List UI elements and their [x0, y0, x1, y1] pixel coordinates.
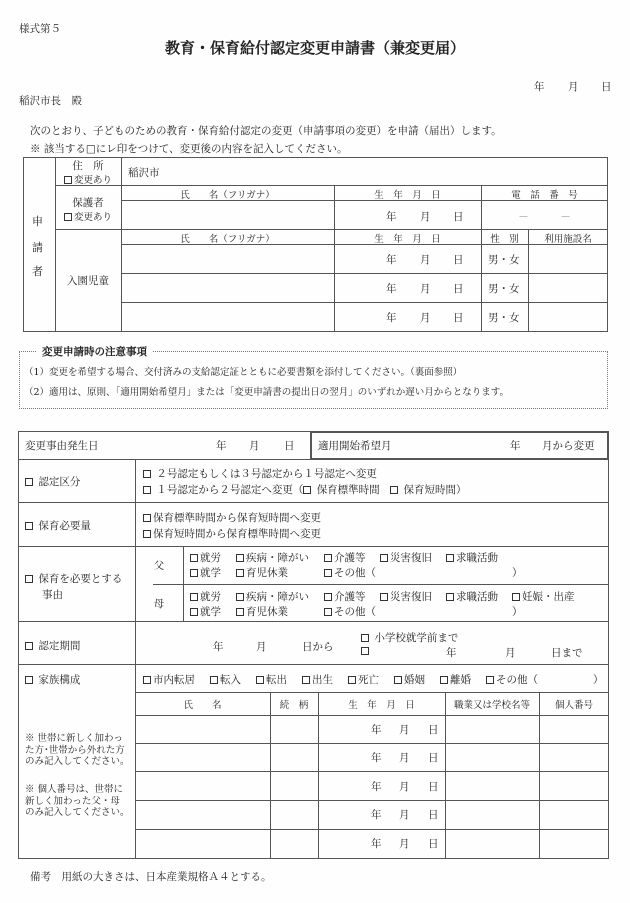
period-until-year[interactable]: 年	[446, 647, 457, 659]
reason-option[interactable]: 就労	[190, 589, 221, 604]
checkbox-icon	[190, 608, 198, 616]
close-paren: ）	[512, 606, 523, 618]
checkbox-icon	[380, 554, 388, 562]
family-option-other[interactable]: その他（	[486, 672, 538, 687]
checkbox-icon	[440, 676, 448, 684]
checkbox-icon	[348, 676, 356, 684]
child-dob-year[interactable]: 年	[386, 283, 397, 295]
family-header-occupation: 職業又は学校名等	[453, 700, 530, 711]
need-option-2[interactable]: 保育短時間から保育標準時間へ変更	[143, 526, 321, 541]
close-paren: ）	[512, 567, 523, 579]
notes-title: 変更申請時の注意事項	[36, 344, 153, 359]
reason-option[interactable]: 就学	[190, 604, 221, 619]
checkbox-icon	[64, 213, 72, 221]
family-option[interactable]: 離婚	[440, 672, 471, 687]
reason-checkbox[interactable]: 保育を必要とする	[25, 571, 122, 586]
checkbox-icon	[25, 676, 33, 684]
family-dob-year[interactable]: 年	[371, 838, 382, 850]
family-header-relation: 続 柄	[279, 700, 309, 711]
change-date-year[interactable]: 年	[216, 440, 227, 452]
checkbox-icon	[394, 676, 402, 684]
note-line: のみ記入してください。	[25, 807, 130, 818]
checkbox-icon	[143, 486, 151, 494]
period-checkbox[interactable]: 認定期間	[25, 638, 80, 653]
form-number: 様式第５	[19, 23, 61, 35]
checkbox-icon	[236, 608, 244, 616]
reason-option[interactable]: 求職活動	[446, 550, 498, 565]
family-note-2	[25, 784, 135, 819]
guardian-dob-year[interactable]: 年	[386, 211, 397, 223]
checkbox-icon	[25, 642, 33, 650]
checkbox-icon	[190, 554, 198, 562]
checkbox-icon	[143, 530, 151, 538]
family-dob-day: 日	[428, 838, 439, 850]
change-date-day: 日	[284, 440, 295, 452]
address-change-checkbox[interactable]: 変更あり	[64, 172, 112, 186]
phone-header: 電 話 番 号	[511, 190, 578, 201]
child-dob-month: 月	[420, 254, 431, 266]
apply-month-label: 適用開始希望月	[318, 440, 392, 452]
family-dob-day: 日	[428, 809, 439, 821]
date-day: 日	[601, 81, 612, 93]
family-dob-month: 月	[399, 838, 410, 850]
period-from-suffix: 日から	[302, 641, 334, 653]
applicant-label-1: 申	[32, 215, 43, 228]
reason-option[interactable]: 育児休業	[236, 604, 288, 619]
address-label: 住 所	[72, 160, 104, 172]
guardian-dob-day: 日	[453, 211, 464, 223]
family-dob-day: 日	[428, 781, 439, 793]
apply-suffix: 月から変更	[542, 440, 595, 452]
child-dob-day: 日	[453, 254, 464, 266]
checkbox-icon	[324, 593, 332, 601]
applicant-label-3: 者	[32, 265, 43, 278]
checkbox-icon	[446, 554, 454, 562]
notes-box	[19, 351, 608, 409]
checkbox-icon	[380, 593, 388, 601]
family-option[interactable]: 市内転居	[143, 672, 195, 687]
checkbox-icon	[324, 608, 332, 616]
mother-label: 母	[153, 598, 165, 610]
guardian-label: 保護者	[72, 197, 104, 209]
checkbox-icon	[25, 575, 33, 583]
child-dob-header: 生 年 月 日	[374, 234, 441, 245]
family-dob-month: 月	[399, 752, 410, 764]
gender-header: 性 別	[490, 234, 519, 245]
period-from-year[interactable]: 年	[213, 641, 224, 653]
period-until-suffix: 日まで	[551, 647, 583, 659]
gender-select[interactable]: 男・女	[488, 283, 520, 295]
instruction-text: ※ 該当する□にレ印をつけて、変更後の内容を記入してください。	[30, 143, 348, 155]
checkbox-icon	[143, 470, 151, 478]
checkbox-icon	[190, 569, 198, 577]
checkbox-icon	[302, 676, 310, 684]
intro-text: 次のとおり、子どものための教育・保育給付認定の変更（申請事項の変更）を申請（届出）します。	[30, 125, 502, 137]
gender-select[interactable]: 男・女	[488, 254, 520, 266]
checkbox-icon	[324, 554, 332, 562]
reason-option[interactable]: 介護等	[324, 550, 366, 565]
family-option[interactable]: 死亡	[348, 672, 379, 687]
checkbox-icon	[210, 676, 218, 684]
checkbox-icon	[143, 676, 151, 684]
reason-option[interactable]: 求職活動	[446, 589, 498, 604]
child-label: 入園児童	[67, 275, 109, 287]
period-option-school[interactable]: 小学校就学前まで	[361, 630, 458, 645]
family-header-id: 個人番号	[554, 700, 593, 711]
checkbox-icon	[361, 647, 369, 655]
checkbox-icon	[361, 634, 369, 642]
reason-option[interactable]: 災害復旧	[380, 589, 432, 604]
family-dob-month: 月	[399, 781, 410, 793]
note-line: ※ 世帯に新しく加わっ	[25, 733, 123, 744]
reason-option[interactable]: 介護等	[324, 589, 366, 604]
footer-note: 備考 用紙の大きさは、日本産業規格Ａ４とする。	[30, 871, 272, 883]
reason-option[interactable]: 妊娠・出産	[512, 589, 575, 604]
address-value: 稲沢市	[128, 167, 160, 179]
close-paren: ）	[593, 674, 604, 686]
family-checkbox[interactable]: 家族構成	[25, 672, 80, 687]
note-line: 新しく加わった父・母	[25, 795, 120, 807]
family-option[interactable]: 転出	[256, 672, 287, 687]
family-note-1	[25, 733, 135, 768]
need-checkbox[interactable]: 保育必要量	[25, 518, 91, 533]
father-label: 父	[153, 560, 165, 572]
date-month: 月	[568, 81, 579, 93]
checkbox-icon[interactable]	[390, 486, 398, 494]
note-item-2: （2）適用は、原則、「適用開始希望月」または「変更申請書の提出日の翌月」のいずれか遅い月からとなります。	[24, 387, 510, 398]
child-dob-year[interactable]: 年	[386, 254, 397, 266]
reason-label-2: 事由	[42, 589, 63, 601]
family-option[interactable]: 転入	[210, 672, 241, 687]
reason-option[interactable]: 就学	[190, 565, 221, 580]
checkbox-icon	[324, 569, 332, 577]
page-title: 教育・保育給付認定変更申請書（兼変更届）	[164, 39, 465, 57]
gender-select[interactable]: 男・女	[488, 312, 520, 324]
family-dob-year[interactable]: 年	[371, 809, 382, 821]
period-from-month: 月	[256, 641, 267, 653]
checkbox-icon	[236, 593, 244, 601]
change-date-label: 変更事由発生日	[25, 440, 99, 452]
change-date-month: 月	[249, 440, 260, 452]
checkbox-icon	[512, 593, 520, 601]
checkbox-icon	[256, 676, 264, 684]
child-dob-day: 日	[453, 283, 464, 295]
reason-option[interactable]: 災害復旧	[380, 550, 432, 565]
reason-option[interactable]: 就労	[190, 550, 221, 565]
date-year: 年	[534, 81, 545, 93]
cert-option-1[interactable]: ２号認定もしくは３号認定から１号認定へ変更	[143, 466, 377, 481]
facility-header: 利用施設名	[544, 234, 592, 245]
checkbox-icon[interactable]	[303, 486, 311, 494]
cert-checkbox[interactable]: 認定区分	[25, 474, 80, 489]
addressee: 稲沢市長 殿	[19, 95, 82, 107]
reason-option[interactable]: 育児休業	[236, 565, 288, 580]
applicant-label-2: 請	[32, 241, 43, 254]
child-dob-month: 月	[420, 283, 431, 295]
guardian-name-header: 氏 名（フリガナ）	[180, 190, 275, 201]
family-header-dob: 生 年 月 日	[348, 700, 415, 711]
reason-option[interactable]: 疾病・障がい	[236, 589, 309, 604]
family-dob-year[interactable]: 年	[371, 752, 382, 764]
guardian-name-input[interactable]	[121, 201, 334, 229]
child-dob-year[interactable]: 年	[386, 312, 397, 324]
checkbox-icon	[486, 676, 494, 684]
phone-input[interactable]: － －	[518, 211, 571, 223]
checkbox-icon	[190, 593, 198, 601]
reason-option-other[interactable]: その他（	[324, 604, 376, 619]
family-dob-year[interactable]: 年	[371, 724, 382, 736]
cert-option-2[interactable]: １号認定から２号認定へ変更（ 保育標準時間 保育短時間）	[143, 482, 467, 497]
family-option[interactable]: 婚姻	[394, 672, 425, 687]
child-dob-month: 月	[420, 312, 431, 324]
family-dob-day: 日	[428, 724, 439, 736]
child-dob-day: 日	[453, 312, 464, 324]
note-item-1: （1）変更を希望する場合、交付済みの支給認定証とともに必要書類を添付してください。（裏面参照）	[24, 367, 463, 378]
checkbox-icon	[25, 478, 33, 486]
guardian-change-checkbox[interactable]: 変更あり	[64, 209, 112, 223]
family-dob-month: 月	[399, 809, 410, 821]
child-name-header: 氏 名（フリガナ）	[180, 234, 275, 245]
guardian-dob-header: 生 年 月 日	[374, 190, 441, 201]
checkbox-icon	[446, 593, 454, 601]
period-until-month: 月	[505, 647, 516, 659]
period-option-date[interactable]	[361, 645, 371, 657]
apply-year[interactable]: 年	[510, 440, 521, 452]
need-option-1[interactable]: 保育標準時間から保育短時間へ変更	[143, 510, 321, 525]
family-dob-day: 日	[428, 752, 439, 764]
note-line: ※ 個人番号は、世帯に	[25, 784, 124, 795]
family-option[interactable]: 出生	[302, 672, 333, 687]
checkbox-icon	[64, 176, 72, 184]
checkbox-icon	[143, 514, 151, 522]
guardian-dob-month: 月	[420, 211, 431, 223]
reason-option[interactable]: 疾病・障がい	[236, 550, 309, 565]
reason-option-other[interactable]: その他（	[324, 565, 376, 580]
checkbox-icon	[236, 554, 244, 562]
family-dob-year[interactable]: 年	[371, 781, 382, 793]
note-line: のみ記入してください。	[25, 756, 130, 767]
family-header-name: 氏 名	[183, 700, 222, 711]
note-line: た方･世帯から外れた方	[25, 744, 125, 756]
family-dob-month: 月	[399, 724, 410, 736]
checkbox-icon	[25, 522, 33, 530]
checkbox-icon	[236, 569, 244, 577]
